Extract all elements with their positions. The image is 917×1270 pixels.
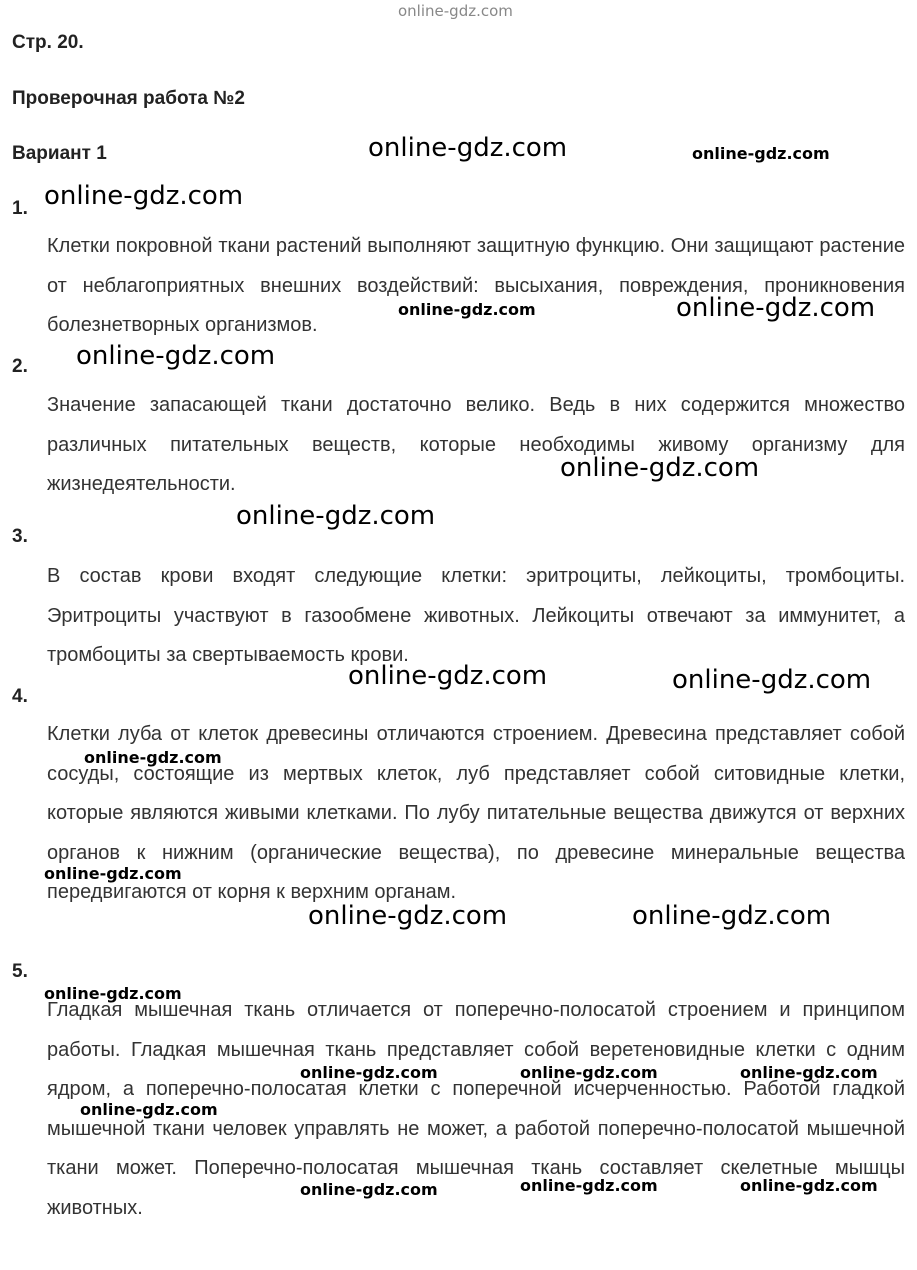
- watermark-overlay: online-gdz.com: [300, 1180, 438, 1199]
- watermark-overlay: online-gdz.com: [348, 661, 548, 691]
- watermark-overlay: online-gdz.com: [520, 1176, 658, 1195]
- watermark-overlay: online-gdz.com: [300, 1063, 438, 1082]
- watermark-overlay: online-gdz.com: [76, 341, 276, 371]
- watermark-overlay: online-gdz.com: [44, 984, 182, 1003]
- watermark-overlay: online-gdz.com: [672, 665, 872, 695]
- variant-label: Вариант 1: [12, 143, 107, 164]
- watermark-overlay: online-gdz.com: [44, 864, 182, 883]
- answer-text-1: Клетки покровной ткани растений выполняют защитную функцию. Они защищают растение от неблагоприятных внешних воздействий: высыхания, повреждения, проникновения болезнетворных организмов.: [47, 235, 905, 336]
- watermark-overlay: online-gdz.com: [80, 1100, 218, 1119]
- answer-text-4: Клетки луба от клеток древесины отличаются строением. Древесина представляет собой сосуды, состоящие из мертвых клеток, луб представляет собой ситовидные клетки, которые являются живыми клетками. По лубу питательные вещества движутся от верхних органов к нижним (органические вещества), по древесине минеральные вещества передвигаются от корня к верхним органам.: [47, 723, 905, 903]
- watermark-top: online-gdz.com: [398, 2, 513, 20]
- watermark-overlay: online-gdz.com: [236, 501, 436, 531]
- watermark-overlay: online-gdz.com: [520, 1063, 658, 1082]
- watermark-overlay: online-gdz.com: [44, 181, 244, 211]
- answer-number-5: 5.: [12, 961, 28, 982]
- watermark-overlay: online-gdz.com: [676, 293, 876, 323]
- answer-text-2: Значение запасающей ткани достаточно велико. Ведь в них содержится множество различных питательных веществ, которые необходимы живому организму для жизнедеятельности.: [47, 394, 905, 495]
- answer-number-3: 3.: [12, 526, 28, 547]
- work-title: Проверочная работа №2: [12, 88, 245, 109]
- answer-number-2: 2.: [12, 356, 28, 377]
- watermark-overlay: online-gdz.com: [740, 1176, 878, 1195]
- watermark-overlay: online-gdz.com: [632, 901, 832, 931]
- answer-number-1: 1.: [12, 198, 28, 219]
- answer-number-4: 4.: [12, 686, 28, 707]
- page-reference: Стр. 20.: [12, 32, 84, 53]
- answer-text-3: В состав крови входят следующие клетки: эритроциты, лейкоциты, тромбоциты. Эритроциты участвуют в газообмене животных. Лейкоциты отвечают за иммунитет, а тромбоциты за свертываемость крови.: [47, 565, 905, 666]
- answer-text-5: Гладкая мышечная ткань отличается от поперечно-полосатой строением и принципом работы. Гладкая мышечная ткань представляет собой веретеновидные клетки с одним ядром, а поперечно-полосатая клетки с поперечной исчерченностью. Работой гладкой мышечной ткани человек управлять не может, а работой поперечно-полосатой мышечной ткани может. Поперечно-полосатая мышечная ткань составляет скелетные мышцы животных.: [47, 999, 905, 1219]
- watermark-overlay: online-gdz.com: [84, 748, 222, 767]
- watermark-overlay: online-gdz.com: [398, 300, 536, 319]
- watermark-overlay: online-gdz.com: [308, 901, 508, 931]
- watermark-overlay: online-gdz.com: [560, 453, 760, 483]
- watermark-overlay: online-gdz.com: [692, 144, 830, 163]
- watermark-overlay: online-gdz.com: [368, 133, 568, 163]
- watermark-overlay: online-gdz.com: [740, 1063, 878, 1082]
